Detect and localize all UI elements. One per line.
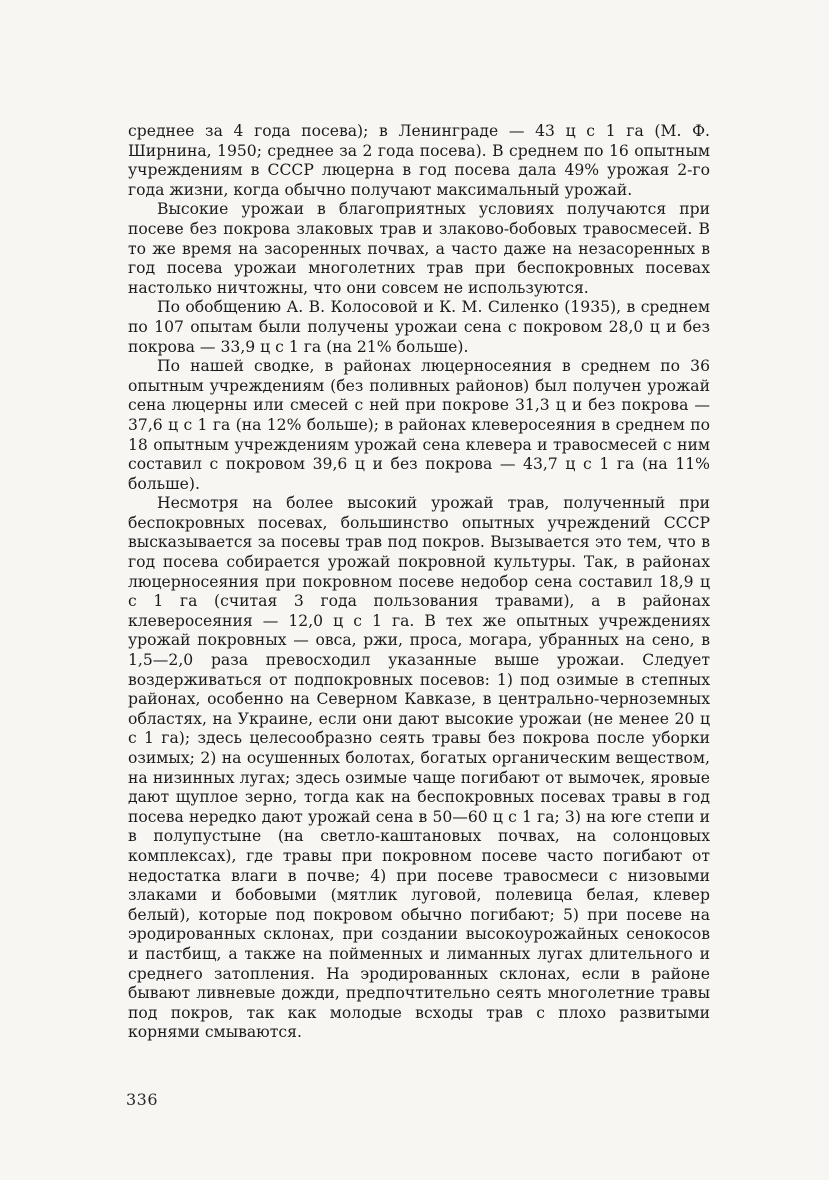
- paragraph-kolosova-silenko: По обобщению А. В. Колосовой и К. М. Силенко (1935), в среднем по 107 опытам были получены урожаи сена с покровом 28,0 ц и без покрова — 33,9 ц с 1 га (на 21% больше).: [128, 298, 710, 356]
- paragraph-cover-crops: Несмотря на более высокий урожай трав, полученный при беспокровных посевах, большинство опытных учреждений СССР высказывается за посевы трав под покров. Вызывается это тем, что в год посева собирается урожай покровной культуры. Так, в районах люцерносеяния при покровном посеве недобор сена составил 18,9 ц с 1 га (считая 3 года пользования травами), а в районах клеверосеяния — 12,0 ц с 1 га. В тех же опытных учреждениях урожай покровных — овса, ржи, проса, могара, убранных на сено, в 1,5—2,0 раза превосходил указанные выше урожаи. Следует воздерживаться от подпокровных посевов: 1) под озимые в степных районах, особенно на Северном Кавказе, в центрально-черноземных областях, на Украине, если они дают высокие урожаи (не менее 20 ц с 1 га); здесь целесообразно сеять травы без покрова после уборки озимых; 2) на осушенных болотах, богатых органическим веществом, на низинных лугах; здесь озимые чаще погибают от вымочек, яровые дают щуплое зерно, тогда как на беспокровных посевах травы в год посева нередко дают урожай сена в 50—60 ц с 1 га; 3) на юге степи и в полупустыне (на светло-каштановых почвах, на солонцовых комплексах), где травы при покровном посеве часто погибают от недостатка влаги в почве; 4) при посеве травосмеси с низовыми злаками и бобовыми (мятлик луговой, полевица белая, клевер белый), которые под покровом обычно погибают; 5) при посеве на эродированных склонах, при создании высокоурожайных сенокосов и пастбищ, а также на пойменных и лиманных лугах длительного и среднего затопления. На эродированных склонах, если в районе бывают ливневые дожди, предпочтительно сеять многолетние травы под покров, так как молодые всходы трав с плохо развитыми корнями смываются.: [128, 494, 710, 1042]
- body-text: [128, 122, 710, 1043]
- paragraph-continuation: среднее за 4 года посева); в Ленинграде — 43 ц с 1 га (М. Ф. Ширнина, 1950; среднее за 2 года посева). В среднем по 16 опытным учреждениям в СССР люцерна в год посева дала 49% урожая 2-го года жизни, когда обычно получают максимальный урожай.: [128, 122, 710, 199]
- paragraph-high-yields: Высокие урожаи в благоприятных условиях получаются при посеве без покрова злаковых трав и злаково-бобовых травосмесей. В то же время на засоренных почвах, а часто даже на незасоренных в год посева урожаи многолетних трав при беспокровных посевах настолько ничтожны, что они совсем не используются.: [128, 200, 710, 297]
- paragraph-our-summary: По нашей сводке, в районах люцерносеяния в среднем по 36 опытным учреждениям (без поливных районов) был получен урожай сена люцерны или смесей с ней при покрове 31,3 ц и без покрова — 37,6 ц с 1 га (на 12% больше); в районах клеверосеяния в среднем по 18 опытным учреждениям урожай сена клевера и травосмесей с ним составил с покровом 39,6 ц и без покрова — 43,7 ц с 1 га (на 11% больше).: [128, 357, 710, 493]
- page-number: 336: [126, 1090, 159, 1109]
